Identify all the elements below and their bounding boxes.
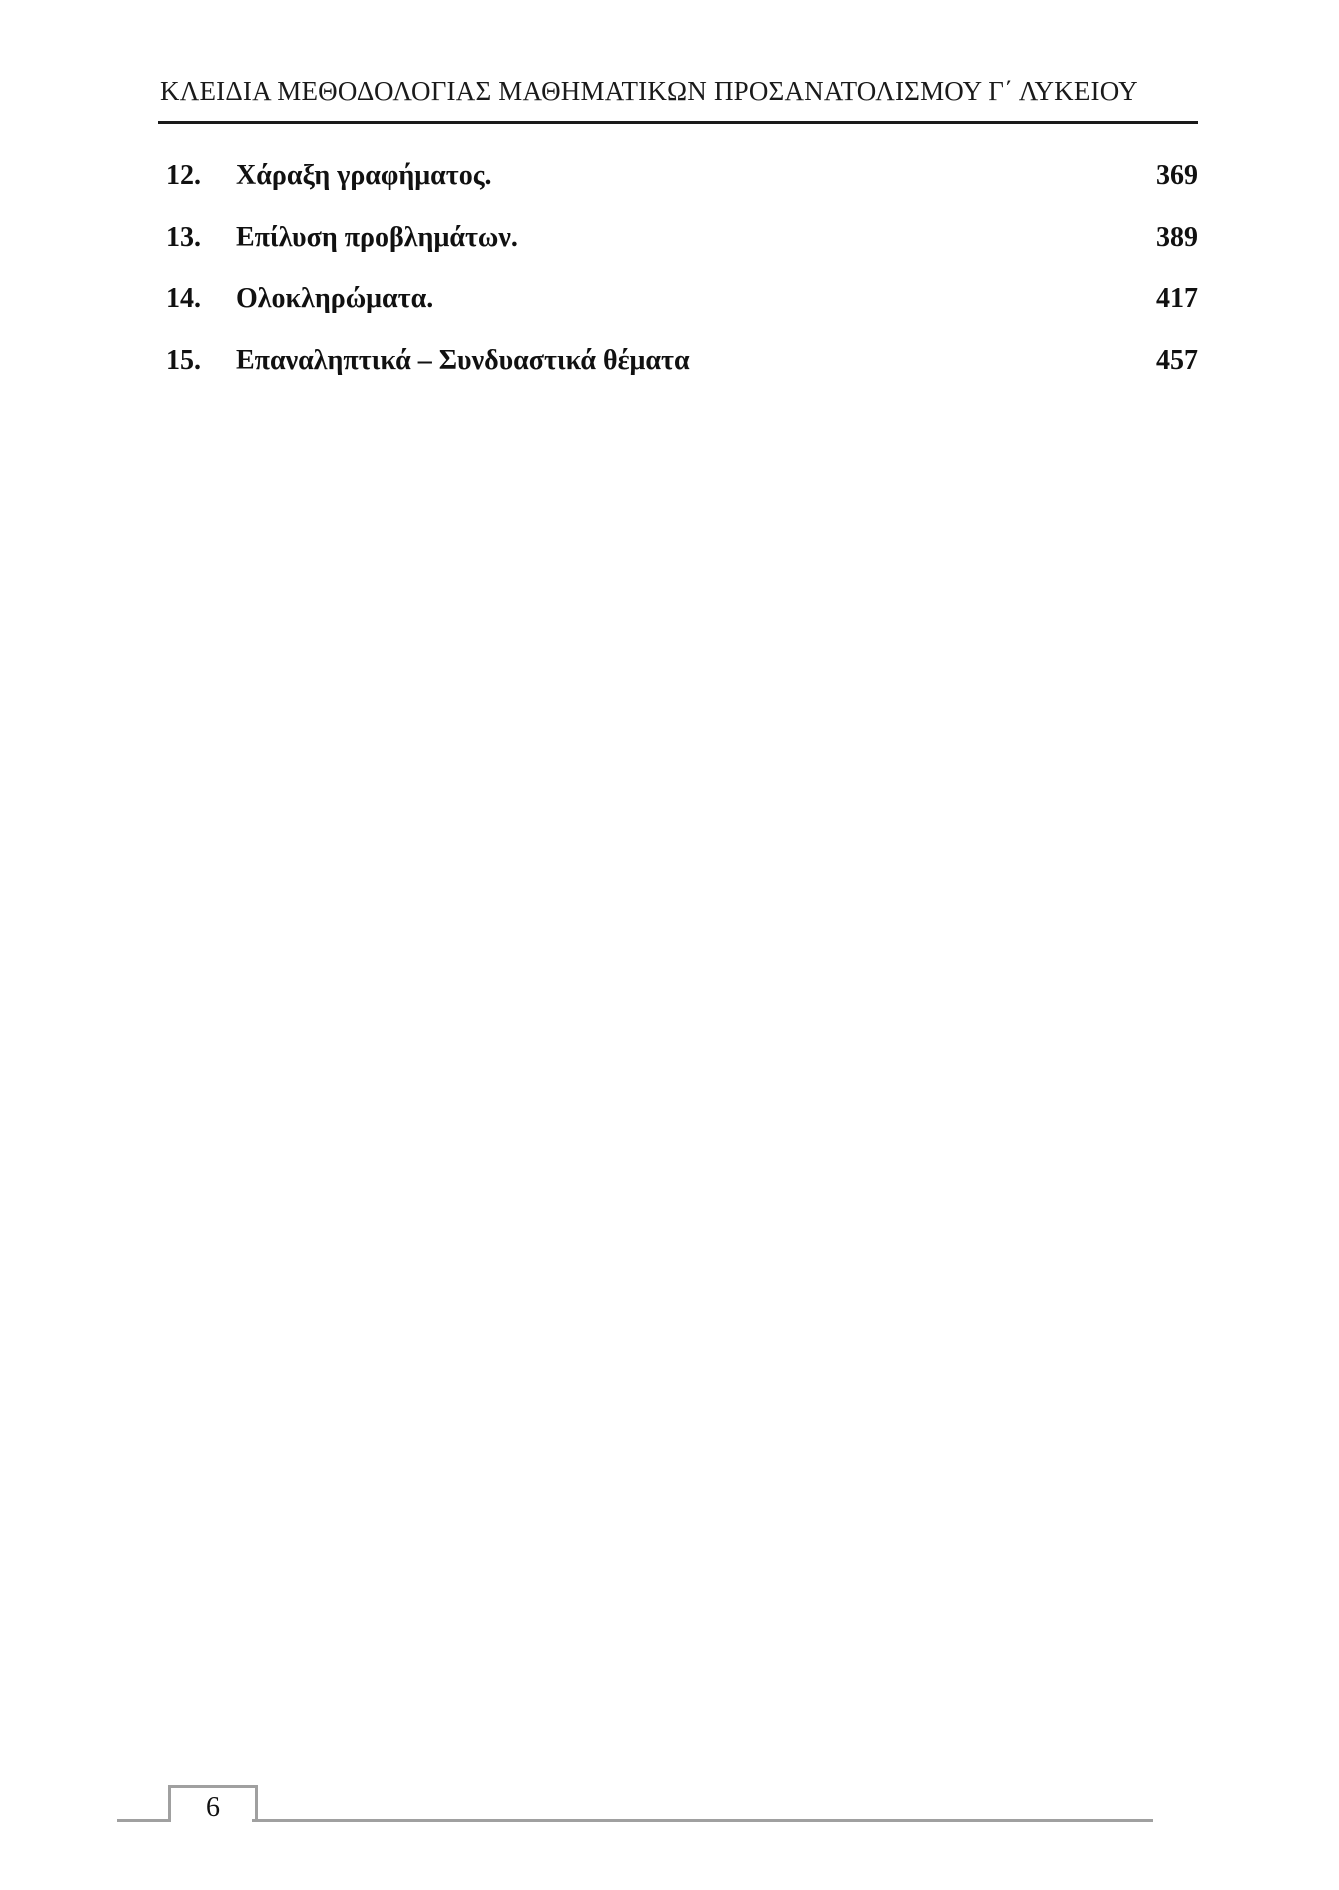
toc-entry-title: Χάραξη γραφήματος. bbox=[236, 160, 492, 191]
footer-rule-left bbox=[117, 1819, 169, 1822]
toc-entry-page: 369 bbox=[1156, 160, 1198, 191]
toc-entry-page: 417 bbox=[1156, 283, 1198, 314]
toc-entry-page: 457 bbox=[1156, 344, 1198, 376]
toc-entry bbox=[166, 220, 1198, 282]
toc-entry-number: 15. bbox=[166, 344, 201, 376]
toc-entry-title: Επαναληπτικά – Συνδυαστικά θέματα bbox=[236, 344, 690, 376]
header-rule bbox=[158, 121, 1198, 124]
toc-entry bbox=[166, 281, 1198, 343]
page-number: 6 bbox=[206, 1792, 220, 1823]
toc-entry-page: 389 bbox=[1156, 221, 1198, 253]
toc-entry-number: 13. bbox=[166, 221, 201, 253]
footer-rule-right bbox=[252, 1819, 1153, 1822]
toc-entry-title: Ολοκληρώματα. bbox=[236, 283, 434, 314]
toc-entry bbox=[166, 343, 1198, 405]
running-header: ΚΛΕΙΔΙΑ ΜΕΘΟΔΟΛΟΓΙΑΣ ΜΑΘΗΜΑΤΙΚΩΝ ΠΡΟΣΑΝΑΤΟΛΙΣΜΟΥ Γ΄ ΛΥΚΕΙΟΥ bbox=[160, 76, 1138, 106]
table-of-contents bbox=[166, 158, 1198, 404]
toc-entry-number: 12. bbox=[166, 160, 201, 191]
toc-entry-title: Επίλυση προβλημάτων. bbox=[236, 221, 518, 253]
toc-entry bbox=[166, 158, 1198, 220]
toc-entry-number: 14. bbox=[166, 283, 201, 314]
